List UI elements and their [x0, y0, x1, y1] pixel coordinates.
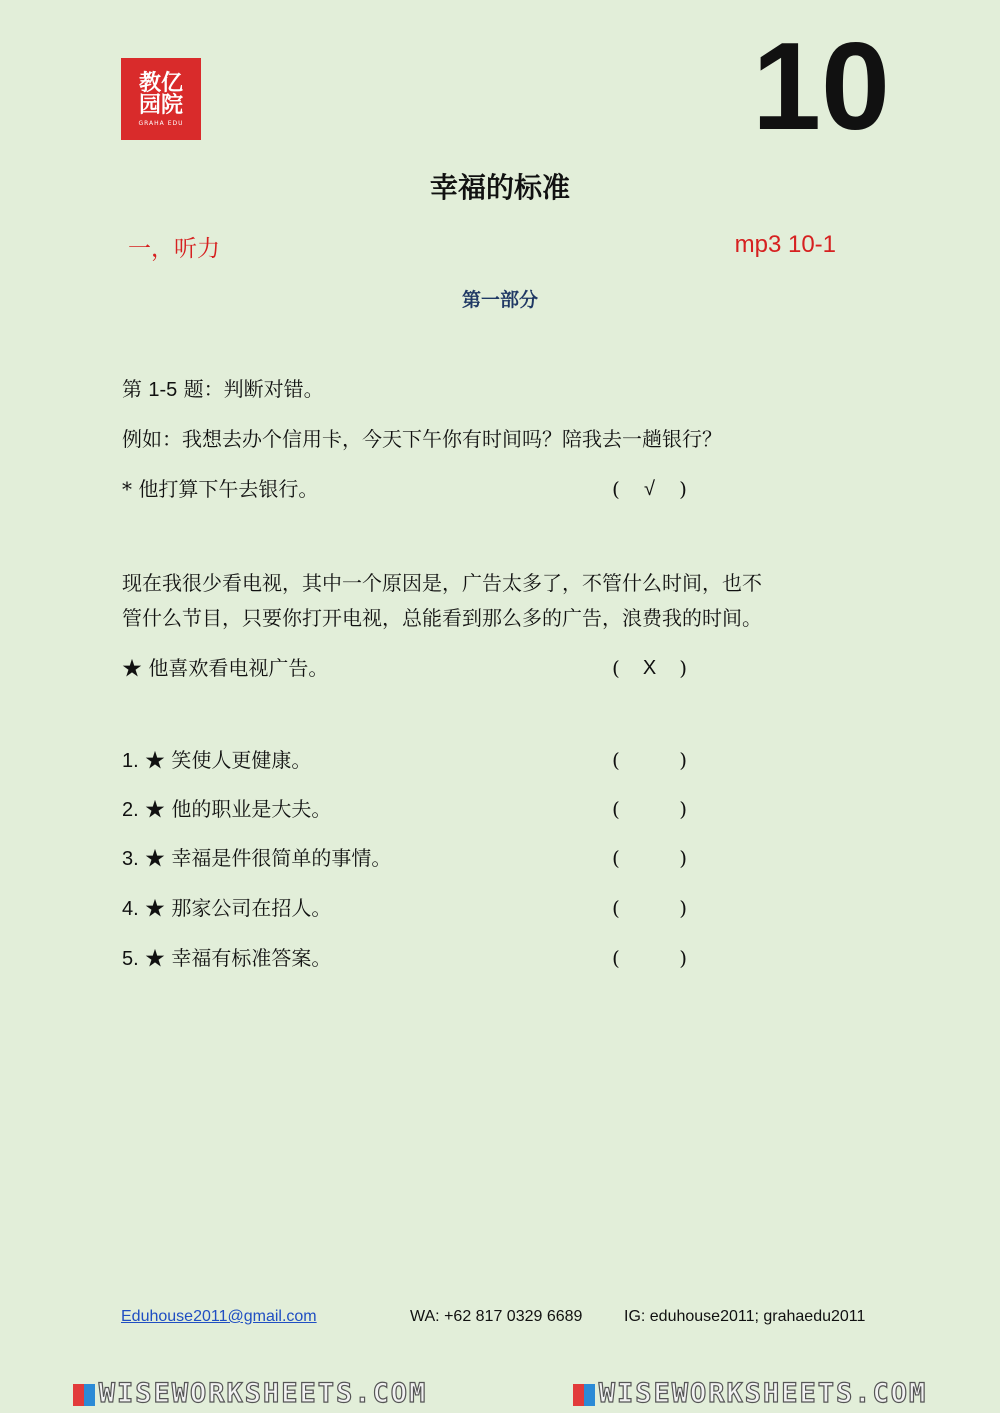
question-number: 4. — [122, 898, 139, 920]
paren-open: ( — [612, 656, 620, 680]
passage-line-2: 管什么节目，只要你打开电视，总能看到那么多的广告，浪费我的时间。 — [122, 606, 762, 630]
banner-item — [73, 1378, 428, 1409]
instruction — [122, 375, 324, 404]
answer-box-1[interactable] — [612, 746, 687, 774]
question-text: ★ 他的职业是大夫。 — [145, 797, 332, 821]
paren-close: ) — [679, 896, 687, 920]
question-text: ★ 那家公司在招人。 — [145, 896, 332, 920]
logo-glyphs-bottom: 园院 — [138, 91, 183, 118]
question-2 — [122, 795, 331, 824]
passage-statement: ★ 他喜欢看电视广告。 — [122, 656, 329, 680]
banner-item — [573, 1378, 928, 1409]
logo-subtitle: GRAHA EDU — [138, 119, 184, 127]
part-title: 第一部分 — [461, 289, 538, 311]
question-3 — [122, 844, 391, 873]
graha-edu-logo — [121, 58, 201, 140]
paren-close: ) — [679, 748, 687, 772]
page-title: 幸福的标准 — [429, 171, 570, 204]
paren-close: ) — [679, 477, 687, 501]
paren-open: ( — [612, 846, 620, 870]
instruction-suffix: 题：判断对错。 — [177, 377, 324, 401]
logo-glyphs-top: 教亿 — [138, 69, 183, 96]
example-answer-box — [612, 475, 687, 503]
question-number: 1. — [122, 750, 139, 772]
answer-box-2[interactable] — [612, 795, 687, 823]
question-number: 2. — [122, 799, 139, 821]
example-statement: * 他打算下午去银行。 — [122, 477, 319, 501]
paren-open: ( — [612, 946, 620, 970]
question-5 — [122, 944, 331, 973]
example-audio-text: 例如：我想去办个信用卡，今天下午你有时间吗？陪我去一趟银行？ — [122, 427, 722, 451]
wiseworksheets-badge-icon — [73, 1384, 95, 1406]
passage-answer-box — [612, 654, 687, 682]
question-1 — [122, 746, 311, 775]
paren-open: ( — [612, 896, 620, 920]
question-text: ★ 幸福是件很简单的事情。 — [145, 846, 392, 870]
question-4 — [122, 894, 331, 923]
banner-text: WISEWORKSHEETS.COM — [98, 1378, 428, 1409]
answer-box-4[interactable] — [612, 894, 687, 922]
wiseworksheets-banner — [0, 1374, 1000, 1413]
paren-open: ( — [612, 797, 620, 821]
answer-box-3[interactable] — [612, 844, 687, 872]
paren-open: ( — [612, 477, 620, 501]
wiseworksheets-badge-icon — [573, 1384, 595, 1406]
instruction-range: 1-5 — [148, 379, 178, 401]
footer-whatsapp: WA: +62 817 0329 6689 — [410, 1308, 583, 1325]
audio-track-label: mp3 10-1 — [734, 231, 836, 258]
question-text: ★ 幸福有标准答案。 — [145, 946, 332, 970]
paren-close: ) — [679, 656, 687, 680]
footer-instagram: IG: eduhouse2011; grahaedu2011 — [624, 1308, 866, 1325]
question-text: ★ 笑使人更健康。 — [145, 748, 312, 772]
paren-open: ( — [612, 748, 620, 772]
question-number: 3. — [122, 848, 139, 870]
banner-text: WISEWORKSHEETS.COM — [598, 1378, 928, 1409]
question-number: 5. — [122, 948, 139, 970]
section-title: 一，听力 — [128, 236, 220, 262]
answer-box-5[interactable] — [612, 944, 687, 972]
instruction-prefix: 第 — [122, 377, 149, 401]
footer-email-link[interactable]: Eduhouse2011@gmail.com — [121, 1308, 317, 1325]
paren-close: ) — [679, 946, 687, 970]
passage-answer-mark: X — [642, 657, 657, 679]
lesson-number: 10 — [752, 18, 890, 156]
paren-close: ) — [679, 797, 687, 821]
example-answer-mark: √ — [644, 478, 655, 500]
paren-close: ) — [679, 846, 687, 870]
passage-line-1: 现在我很少看电视，其中一个原因是，广告太多了，不管什么时间，也不 — [122, 571, 762, 595]
